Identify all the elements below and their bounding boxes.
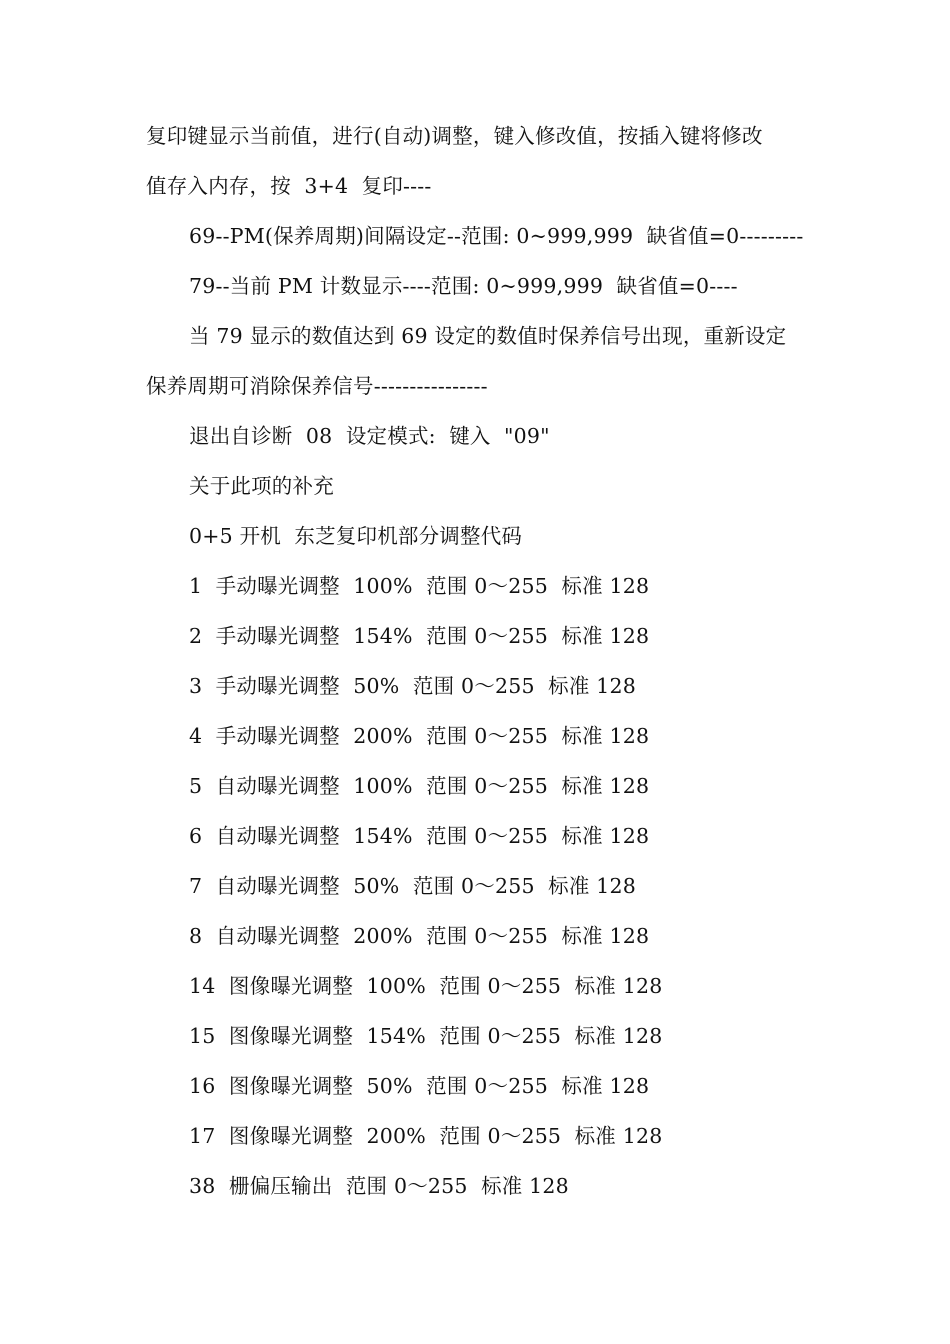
code-line: 16 图像曝光调整 50% 范围 0～255 标准 128 — [189, 1074, 650, 1098]
code-line: 8 自动曝光调整 200% 范围 0～255 标准 128 — [189, 924, 650, 948]
paragraph1-line2: 值存入内存，按 3+4 复印---- — [146, 174, 432, 198]
exit-note-line: 退出自诊断 08 设定模式: 键入 "09" — [189, 424, 550, 448]
code-line: 14 图像曝光调整 100% 范围 0～255 标准 128 — [189, 974, 663, 998]
code-line: 6 自动曝光调整 154% 范围 0～255 标准 128 — [189, 824, 650, 848]
supplement-title: 关于此项的补充 — [189, 474, 334, 498]
code-line: 15 图像曝光调整 154% 范围 0～255 标准 128 — [189, 1024, 663, 1048]
pm-interval-line: 69--PM(保养周期)间隔设定--范围: 0~999,999 缺省值=0--------- — [189, 224, 804, 248]
paragraph2-line2: 保养周期可消除保养信号---------------- — [146, 374, 488, 398]
paragraph1-line1: 复印键显示当前值，进行(自动)调整，键入修改值，按插入键将修改 — [146, 124, 763, 148]
code-line: 38 栅偏压输出 范围 0～255 标准 128 — [189, 1174, 569, 1198]
code-line: 17 图像曝光调整 200% 范围 0～255 标准 128 — [189, 1124, 663, 1148]
adjust-title: 0+5 开机 东芝复印机部分调整代码 — [189, 524, 523, 548]
code-line: 4 手动曝光调整 200% 范围 0～255 标准 128 — [189, 724, 650, 748]
code-line: 3 手动曝光调整 50% 范围 0～255 标准 128 — [189, 674, 636, 698]
code-line: 5 自动曝光调整 100% 范围 0～255 标准 128 — [189, 774, 650, 798]
code-line: 1 手动曝光调整 100% 范围 0～255 标准 128 — [189, 574, 650, 598]
code-line: 7 自动曝光调整 50% 范围 0～255 标准 128 — [189, 874, 636, 898]
paragraph2-line1: 当 79 显示的数值达到 69 设定的数值时保养信号出现，重新设定 — [189, 324, 787, 348]
pm-count-line: 79--当前 PM 计数显示----范围: 0~999,999 缺省值=0---- — [189, 274, 738, 298]
code-line: 2 手动曝光调整 154% 范围 0～255 标准 128 — [189, 624, 650, 648]
